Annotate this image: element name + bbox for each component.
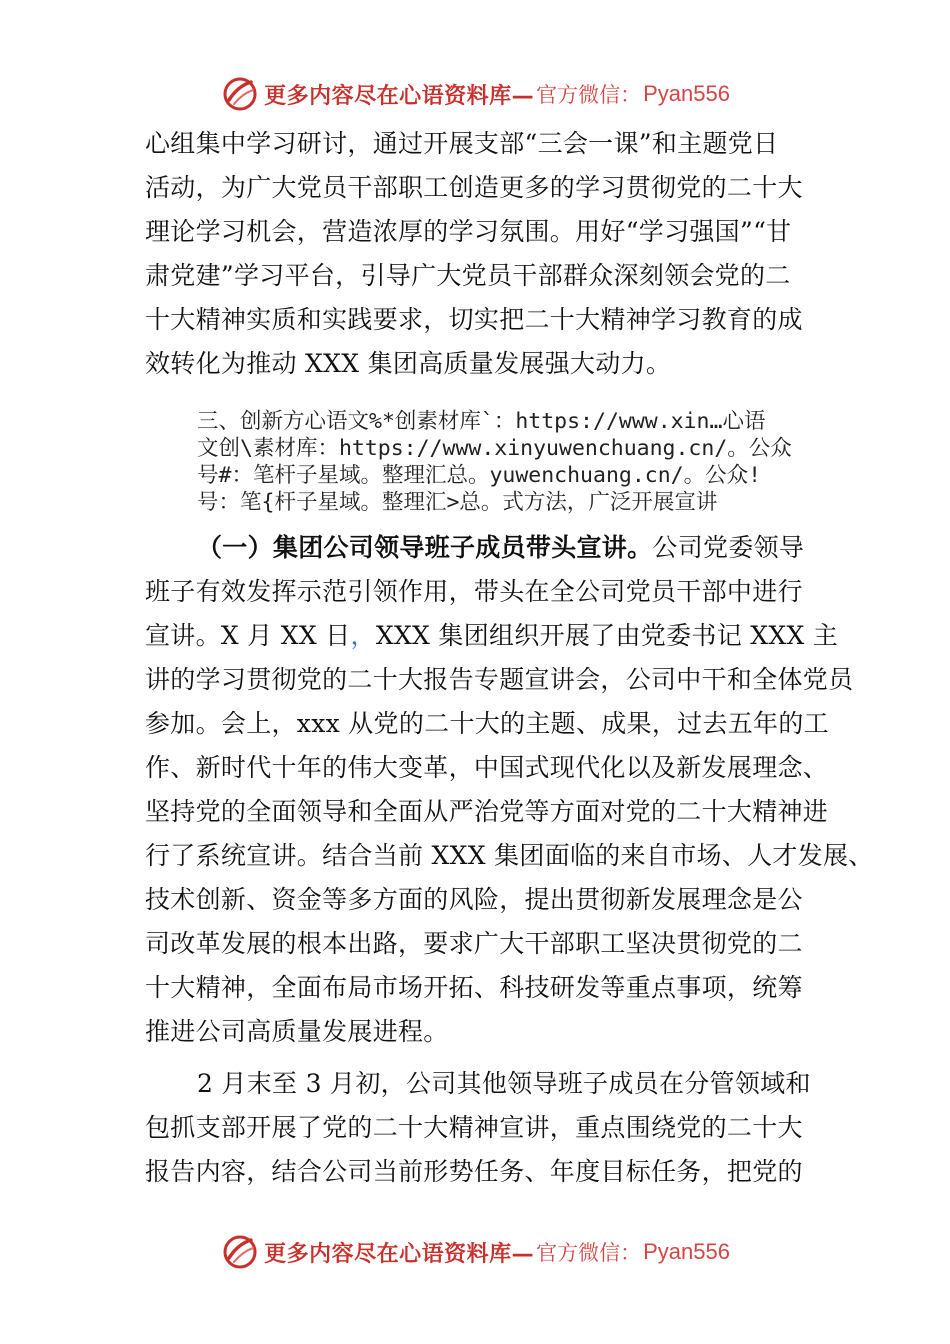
garbled-line: 号：笔{杆子星域。整理汇>总。式方法，广泛开展宣讲 — [197, 490, 718, 515]
subsection-heading: （一）集团公司领导班子成员带头宣讲。 — [197, 533, 653, 562]
text-line: 推进公司高质量发展进程。 — [145, 1017, 449, 1046]
text-line: 报告内容，结合公司当前形势任务、年度目标任务，把党的 — [145, 1157, 803, 1186]
watermark-label: 官方微信： — [536, 1241, 642, 1265]
watermark-brand-text: 更多内容尽在心语资料库— — [264, 83, 535, 109]
garbled-line: 文创\素材库：https://www.xinyuwenchuang.cn/。公众 — [197, 436, 792, 461]
text-line — [145, 526, 845, 570]
text-line: 肃党建”学习平台，引导广大党员干部群众深刻领会党的二 — [145, 261, 791, 290]
watermark-wechat-id: Pyan556 — [643, 81, 730, 106]
garbled-line: 三、创新方心语文%*创素材库`：https://www.xin…心语 — [197, 409, 766, 434]
text-line: 讲的学习贯彻党的二十大报告专题宣讲会，公司中干和全体党员 — [145, 665, 854, 694]
watermark-wechat-id: Pyan556 — [643, 1239, 730, 1264]
garbled-line: 号#：笔杆子星域。整理汇总。yuwenchuang.cn/。公众! — [197, 463, 762, 488]
text-line: 技术创新、资金等多方面的风险，提出贯彻新发展理念是公 — [145, 885, 803, 914]
document-body — [145, 122, 874, 1194]
text-line: 心组集中学习研讨，通过开展支部“三会一课”和主题党日 — [145, 129, 779, 158]
text-line: 作、新时代十年的伟大变革，中国式现代化以及新发展理念、 — [145, 753, 829, 782]
text-line: 效转化为推动 XXX 集团高质量发展强大动力。 — [145, 349, 672, 378]
text-line — [145, 614, 845, 658]
paragraph-2 — [145, 526, 874, 1054]
paragraph-1 — [145, 122, 845, 386]
text-line: 包抓支部开展了党的二十大精神宣讲，重点围绕党的二十大 — [145, 1113, 803, 1142]
text-span: 公司党委领导 — [652, 533, 805, 562]
text-line: 司改革发展的根本出路，要求广大干部职工坚决贯彻党的二 — [145, 929, 803, 958]
text-line: 活动，为广大党员干部职工创造更多的学习贯彻党的二十大 — [145, 173, 803, 202]
section-heading-garbled — [145, 408, 845, 516]
text-span: 宣讲。X 月 XX 日 — [145, 621, 351, 650]
watermark-label: 官方微信： — [536, 83, 642, 107]
text-line: 十大精神，全面布局市场开拓、科技研发等重点事项，统筹 — [145, 973, 803, 1002]
text-line: 行了系统宣讲。结合当前 XXX 集团面临的来自市场、人才发展、 — [145, 841, 874, 870]
text-line: 十大精神实质和实践要求，切实把二十大精神学习教育的成 — [145, 305, 803, 334]
text-line: 2 月末至 3 月初，公司其他领导班子成员在分管领域和 — [197, 1069, 811, 1098]
paragraph-3 — [145, 1062, 845, 1194]
header-watermark — [0, 72, 950, 116]
text-line: 理论学习机会，营造浓厚的学习氛围。用好“学习强国”“甘 — [145, 217, 792, 246]
text-line: 班子有效发挥示范引领作用，带头在全公司党员干部中进行 — [145, 577, 803, 606]
text-span: XXX 集团组织开展了由党委书记 XXX 主 — [375, 621, 839, 650]
blue-comma: ， — [350, 621, 376, 650]
brush-logo-icon — [220, 74, 260, 114]
footer-watermark — [0, 1230, 950, 1274]
brush-logo-icon — [220, 1232, 260, 1272]
watermark-brand-text: 更多内容尽在心语资料库— — [264, 1241, 535, 1267]
text-line: 参加。会上，xxx 从党的二十大的主题、成果，过去五年的工 — [145, 709, 829, 738]
text-line: 坚持党的全面领导和全面从严治党等方面对党的二十大精神进 — [145, 797, 829, 826]
